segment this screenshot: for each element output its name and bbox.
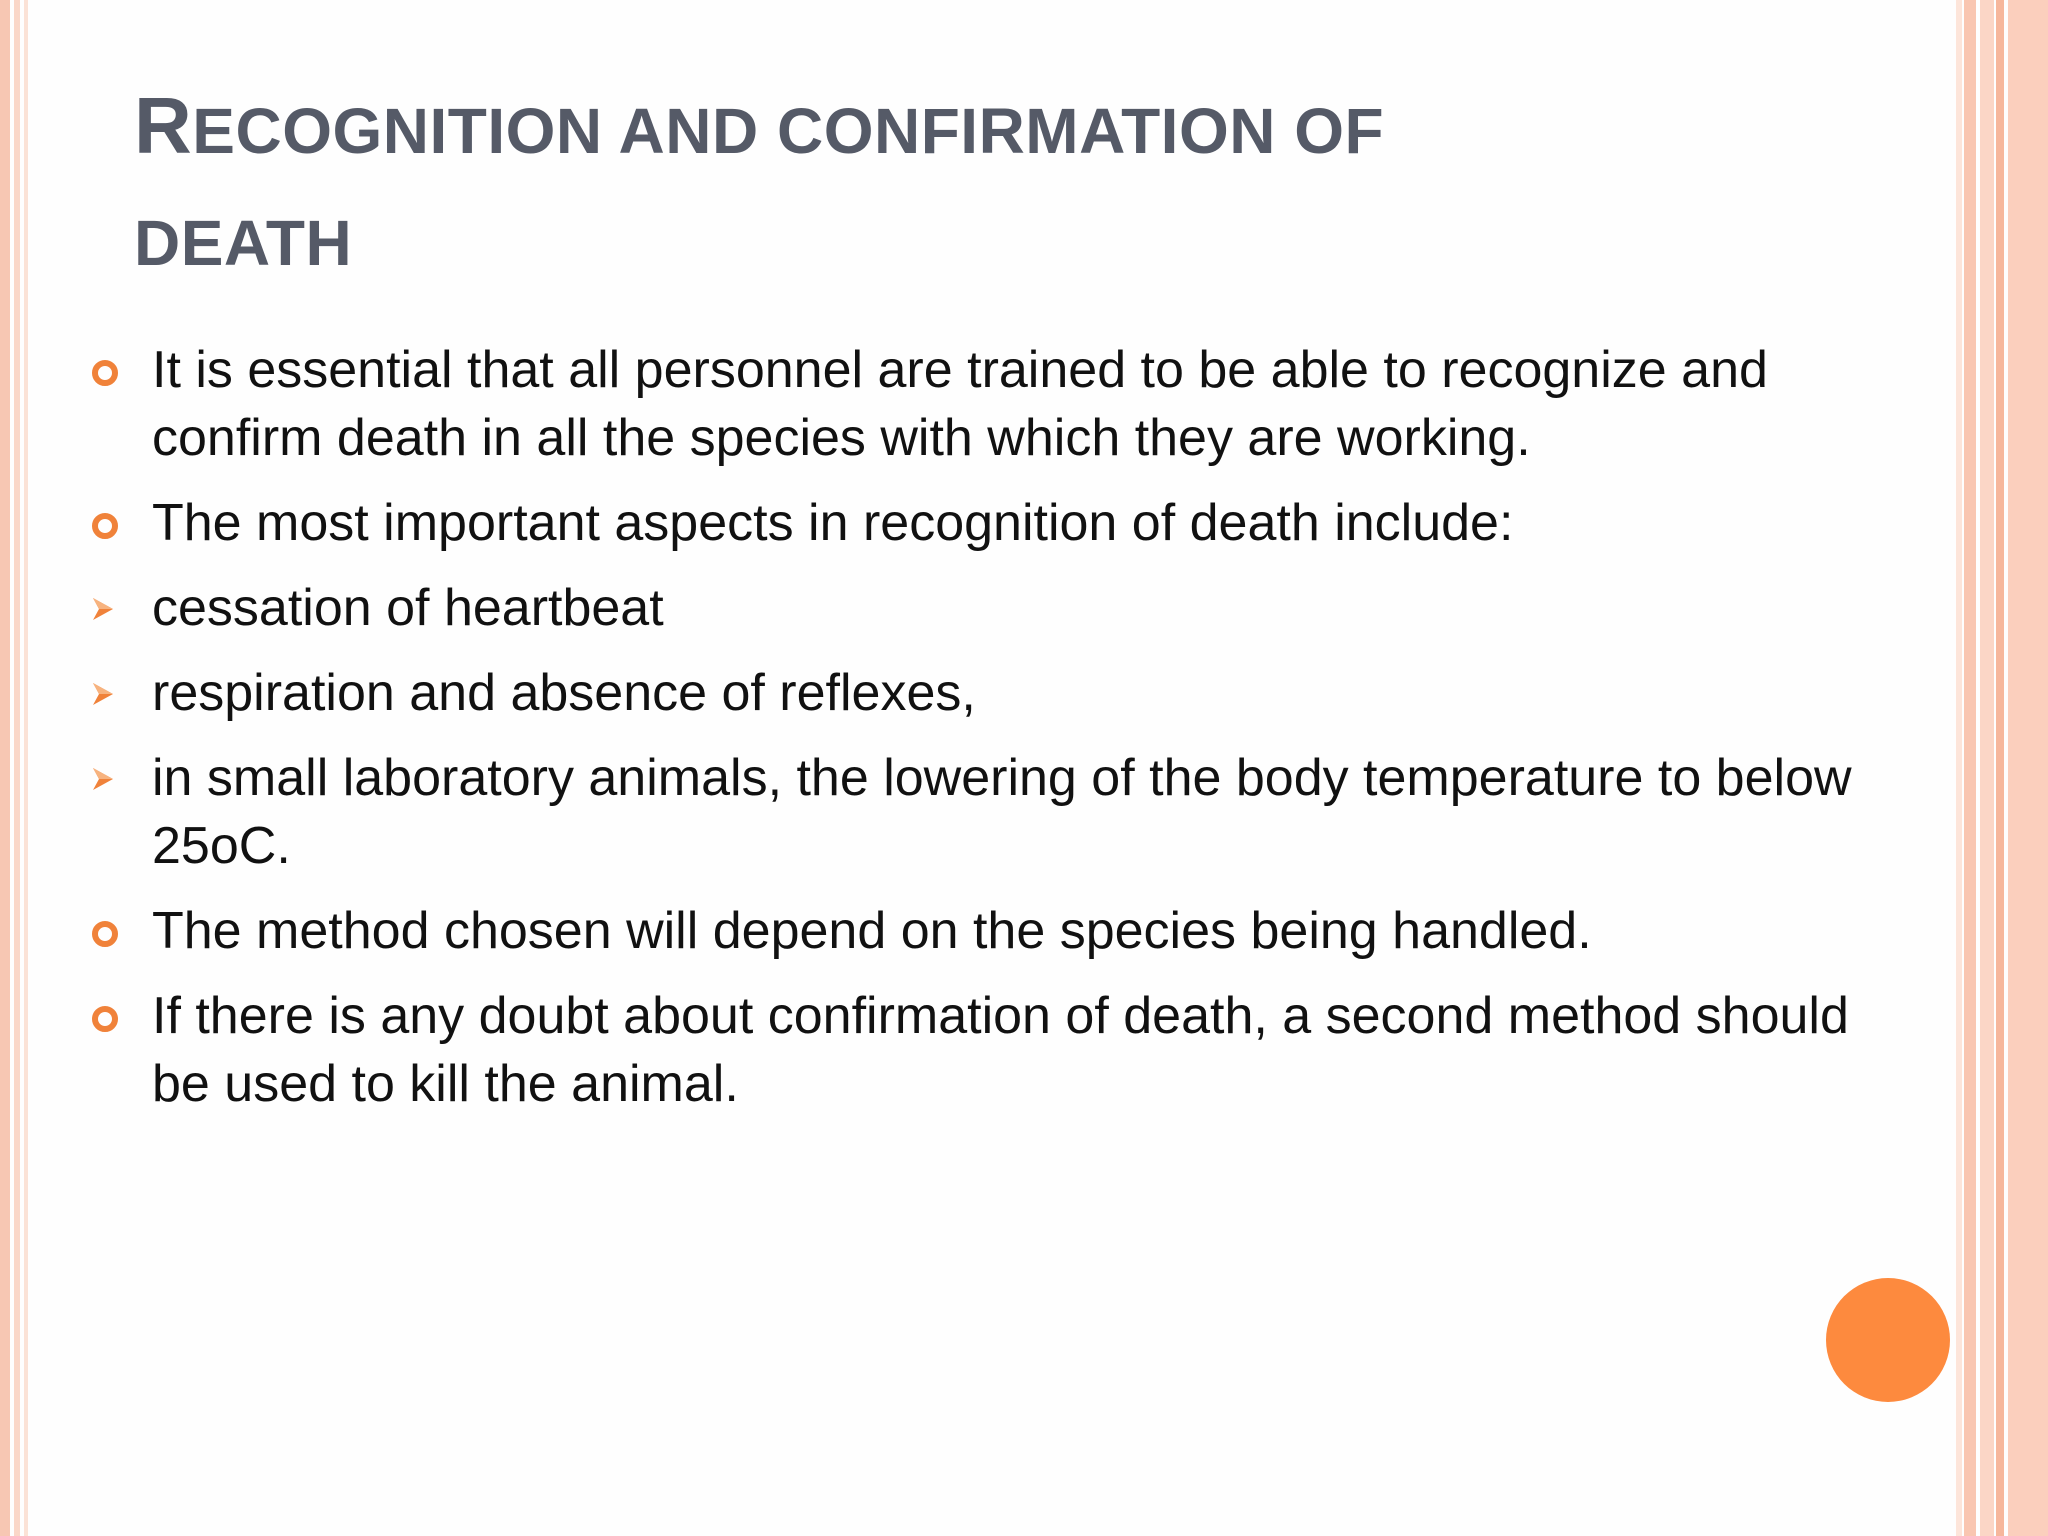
right-frame-stripe	[1980, 0, 1994, 1536]
title-initial: R	[134, 81, 193, 170]
arrow-bullet-icon	[90, 679, 116, 709]
circle-bullet-icon	[92, 1006, 118, 1032]
arrow-bullet-icon	[90, 594, 116, 624]
list-item	[84, 489, 1884, 557]
list-item	[84, 336, 1884, 472]
left-frame-stripe	[0, 0, 10, 1536]
bullet-list	[84, 336, 1884, 1135]
right-frame-stripe	[2008, 0, 2048, 1536]
arrow-bullet-icon	[90, 764, 116, 794]
list-item	[84, 744, 1884, 880]
list-item	[84, 574, 1884, 642]
list-item-text: It is essential that all personnel are trained to be able to recognize and confirm death in all the species with which they are working.	[152, 341, 1768, 467]
left-frame-stripe	[14, 0, 20, 1536]
right-frame-stripe	[1956, 0, 1962, 1536]
decorative-circle-icon	[1826, 1278, 1950, 1402]
slide-title	[134, 70, 1694, 299]
right-frame-stripe	[1964, 0, 1976, 1536]
list-item	[84, 659, 1884, 727]
title-line-1: ECOGNITION AND CONFIRMATION OF	[192, 95, 1385, 167]
list-item	[84, 982, 1884, 1118]
circle-bullet-icon	[92, 921, 118, 947]
list-item	[84, 897, 1884, 965]
circle-bullet-icon	[92, 513, 118, 539]
list-item-text: If there is any doubt about confirmation of death, a second method should be used to kill the animal.	[152, 987, 1849, 1113]
right-frame-stripe	[1996, 0, 2004, 1536]
list-item-text: The method chosen will depend on the species being handled.	[152, 902, 1592, 960]
list-item-text: The most important aspects in recognition of death include:	[152, 494, 1514, 552]
circle-bullet-icon	[92, 360, 118, 386]
title-line-2: DEATH	[134, 207, 353, 279]
list-item-text: respiration and absence of reflexes,	[152, 664, 976, 722]
list-item-text: cessation of heartbeat	[152, 579, 664, 637]
list-item-text: in small laboratory animals, the lowering of the body temperature to below 25oC.	[152, 749, 1852, 875]
left-frame-stripe	[24, 0, 28, 1536]
